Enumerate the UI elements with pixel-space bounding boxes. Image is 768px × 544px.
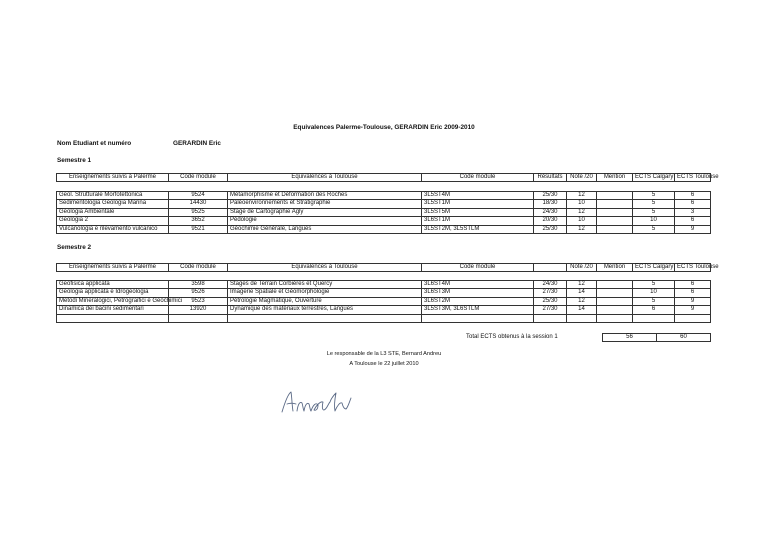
mention [597, 297, 633, 305]
header-code-palermo: Code module [169, 174, 228, 182]
total-ects-toulouse: 60 [657, 334, 711, 342]
table-row [57, 208, 711, 216]
semester-2-label: Semestre 2 [57, 244, 92, 251]
code-palermo: 14430 [169, 200, 228, 208]
course-toulouse: Paléoenvironnements et Stratigraphie [228, 200, 422, 208]
header-code-toulouse: Code module [422, 174, 534, 182]
course-palermo: Sedimentologia Geologia Marina [57, 200, 169, 208]
course-palermo: Dinamica dei bacini sedimentari [57, 306, 169, 314]
table-row [57, 200, 711, 208]
header-ects-toulouse: ECTS Toulouse [675, 174, 711, 182]
course-palermo: Geol. Strutturale Morfotettonica [57, 192, 169, 200]
table-row [57, 217, 711, 225]
course-toulouse: Dynamique des matériaux terrestres, Langues [228, 306, 422, 314]
ects-toulouse: 6 [675, 200, 711, 208]
note: 12 [567, 208, 597, 216]
note: 12 [567, 297, 597, 305]
student-name: GERARDIN Eric [173, 140, 221, 147]
mention [597, 200, 633, 208]
ects-toulouse: 6 [675, 192, 711, 200]
table-row-empty [57, 314, 711, 322]
result: 25/30 [534, 192, 567, 200]
result: 20/30 [534, 217, 567, 225]
code-toulouse: 3L6ST4M [422, 281, 534, 289]
course-toulouse: Métamorphisme et Déformation des Roches [228, 192, 422, 200]
header-results [534, 264, 567, 272]
note: 14 [567, 306, 597, 314]
mention [597, 208, 633, 216]
code-palermo: 9523 [169, 297, 228, 305]
header-ects-calgary: ECTS Calgary [633, 174, 675, 182]
note: 14 [567, 289, 597, 297]
mention [597, 225, 633, 233]
course-palermo: Vulcanologia e rilevamento vulcanico [57, 225, 169, 233]
header-ects-calgary: ECTS Calgary [633, 264, 675, 272]
result: 27/30 [534, 306, 567, 314]
code-palermo: 3598 [169, 281, 228, 289]
ects-calgary: 5 [633, 208, 675, 216]
code-toulouse: 3L5ST3M, 3L6STLM [422, 306, 534, 314]
course-palermo: Geologia applicata e Idrogeologia [57, 289, 169, 297]
ects-calgary: 5 [633, 281, 675, 289]
course-palermo: Geologia 2 [57, 217, 169, 225]
semester-1-table [56, 191, 711, 234]
note: 12 [567, 192, 597, 200]
result: 18/30 [534, 200, 567, 208]
ects-toulouse: 9 [675, 306, 711, 314]
ects-toulouse: 6 [675, 217, 711, 225]
code-toulouse: 3L6ST2M [422, 297, 534, 305]
ects-calgary: 10 [633, 289, 675, 297]
table-row [57, 306, 711, 314]
header-mention: Mention [597, 264, 633, 272]
header-note: Note /20 [567, 264, 597, 272]
header-code-toulouse: Code module [422, 264, 534, 272]
code-palermo: 9524 [169, 192, 228, 200]
result: 24/30 [534, 208, 567, 216]
code-palermo: 9521 [169, 225, 228, 233]
result: 24/30 [534, 281, 567, 289]
footer-place-date: A Toulouse le 22 juillet 2010 [349, 361, 419, 367]
footer-signatory: Le responsable de la L3 STE, Bernard Andreu [326, 351, 442, 357]
ects-calgary: 5 [633, 192, 675, 200]
header-results: Résultats [534, 174, 567, 182]
course-toulouse: Imagerie Spatiale et Géomorphologie [228, 289, 422, 297]
header-palermo: Enseignements suivis à Palerme [57, 264, 169, 272]
ects-toulouse: 3 [675, 208, 711, 216]
table-row [57, 192, 711, 200]
totals-label: Total ECTS obtenus à la session 1 [466, 334, 558, 340]
header-equivalence: Equivalences à Toulouse [228, 264, 422, 272]
result: 27/30 [534, 289, 567, 297]
code-toulouse: 3L5ST4M [422, 192, 534, 200]
header-ects-toulouse: ECTS Toulouse [675, 264, 711, 272]
header-mention: Mention [597, 174, 633, 182]
course-palermo: Geologia Ambientale [57, 208, 169, 216]
course-toulouse: Pédologie [228, 217, 422, 225]
code-toulouse: 3L5ST1M [422, 200, 534, 208]
student-label: Nom Etudiant et numéro [57, 140, 132, 147]
ects-calgary: 5 [633, 225, 675, 233]
signature [278, 384, 358, 418]
code-palermo: 9526 [169, 289, 228, 297]
total-ects-calgary: 56 [603, 334, 657, 342]
result: 25/30 [534, 297, 567, 305]
semester-1-label: Semestre 1 [57, 157, 92, 164]
note: 12 [567, 225, 597, 233]
table-row [57, 297, 711, 305]
code-toulouse: 3L5ST5M [422, 208, 534, 216]
code-toulouse: 3L6ST1M [422, 217, 534, 225]
note: 10 [567, 217, 597, 225]
ects-calgary: 5 [633, 297, 675, 305]
code-toulouse: 3L5ST2M, 3L5STLM [422, 225, 534, 233]
course-toulouse: Stages de Terrain Corbières et Quercy [228, 281, 422, 289]
totals-table [602, 333, 711, 342]
note: 10 [567, 200, 597, 208]
header-note: Note /20 [567, 174, 597, 182]
course-palermo: Metodi Mineralogici, Petrograifici e Geochimici [57, 297, 169, 305]
code-palermo: 9525 [169, 208, 228, 216]
semester-2-header [56, 263, 719, 272]
header-code-palermo: Code module [169, 264, 228, 272]
table-row [57, 289, 711, 297]
ects-calgary: 6 [633, 306, 675, 314]
mention [597, 281, 633, 289]
mention [597, 217, 633, 225]
table-row [57, 225, 711, 233]
semester-1-header [56, 173, 719, 182]
course-toulouse: Pétrologie Magmatique, Ouverture [228, 297, 422, 305]
mention [597, 306, 633, 314]
course-palermo: Geofisica applicata [57, 281, 169, 289]
semester-2-table [56, 280, 711, 323]
ects-toulouse: 9 [675, 297, 711, 305]
ects-calgary: 10 [633, 217, 675, 225]
table-row [57, 281, 711, 289]
code-palermo: 3652 [169, 217, 228, 225]
ects-calgary: 5 [633, 200, 675, 208]
code-palermo: 13920 [169, 306, 228, 314]
ects-toulouse: 9 [675, 225, 711, 233]
page-title: Equivalences Palerme-Toulouse, GERARDIN Eric 2009-2010 [293, 124, 475, 131]
course-toulouse: Stage de Cartographie Agly [228, 208, 422, 216]
header-equivalence: Equivalences à Toulouse [228, 174, 422, 182]
course-toulouse: Géochimie Générale, Langues [228, 225, 422, 233]
mention [597, 192, 633, 200]
mention [597, 289, 633, 297]
code-toulouse: 3L6ST3M [422, 289, 534, 297]
header-palermo: Enseignements suivis à Palerme [57, 174, 169, 182]
note: 12 [567, 281, 597, 289]
ects-toulouse: 6 [675, 281, 711, 289]
ects-toulouse: 6 [675, 289, 711, 297]
result: 25/30 [534, 225, 567, 233]
